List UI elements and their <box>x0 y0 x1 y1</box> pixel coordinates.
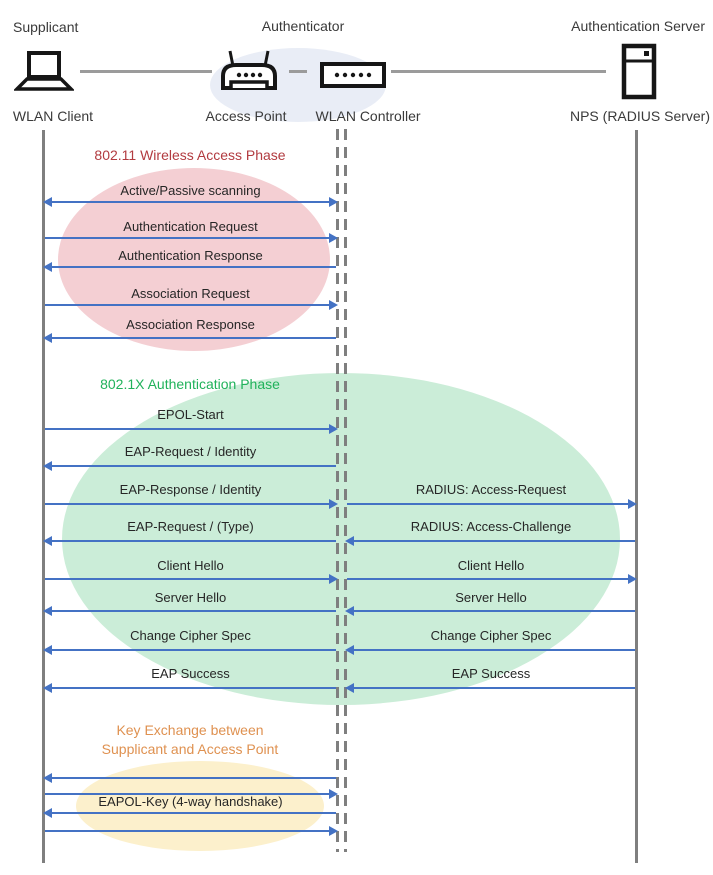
message-arrow <box>45 503 336 505</box>
message-arrow <box>45 649 336 651</box>
message-arrow <box>45 812 336 814</box>
message-arrow <box>347 610 635 612</box>
message-arrow <box>45 304 336 306</box>
server-icon <box>621 43 657 100</box>
message-label: EAP Success <box>151 666 230 681</box>
message-arrow <box>45 687 336 689</box>
message-label: EAP-Response / Identity <box>119 482 262 497</box>
message-label: RADIUS: Access-Request <box>415 482 567 497</box>
message-arrow <box>45 237 336 239</box>
message-label: Client Hello <box>157 558 224 573</box>
message-arrow <box>45 610 336 612</box>
message-label: EAPOL-Key (4-way handshake) <box>98 794 283 809</box>
message-label: Association Request <box>131 286 250 301</box>
role-supplicant: Supplicant <box>13 19 79 35</box>
phase-title-802-11: 802.11 Wireless Access Phase <box>94 147 286 163</box>
message-label: Authentication Response <box>118 248 263 263</box>
message-arrow <box>45 201 336 203</box>
message-arrow <box>347 687 635 689</box>
topology-link-ap-controller <box>289 70 307 73</box>
message-label: EAP Success <box>451 666 531 681</box>
message-arrow <box>45 266 336 268</box>
message-arrow <box>347 578 635 580</box>
message-arrow <box>347 503 635 505</box>
message-arrow <box>347 540 635 542</box>
message-label: Authentication Request <box>123 219 258 234</box>
message-arrow <box>45 428 336 430</box>
message-arrow <box>45 578 336 580</box>
message-label: EAP-Request / (Type) <box>127 519 254 534</box>
message-arrow <box>45 465 336 467</box>
role-authentication-server: Authentication Server <box>571 18 705 34</box>
message-label: EAP-Request / Identity <box>124 444 257 459</box>
message-label: Server Hello <box>455 590 527 605</box>
message-label: Server Hello <box>154 590 227 605</box>
wlan-controller-icon <box>320 62 386 88</box>
message-label: EPOL-Start <box>157 407 224 422</box>
access-point-icon <box>218 50 280 90</box>
message-label: Change Cipher Spec <box>130 628 251 643</box>
phase-title-key-exchange-line2: Supplicant and Access Point <box>101 741 279 757</box>
node-label-access-point: Access Point <box>205 108 287 124</box>
phase-title-key-exchange-line1: Key Exchange between <box>116 722 264 738</box>
message-arrow <box>45 337 336 339</box>
topology-link-client-ap <box>80 70 212 73</box>
phase-802-1x-ellipse <box>62 373 620 705</box>
message-arrow <box>45 830 336 832</box>
message-label: Change Cipher Spec <box>430 628 552 643</box>
message-label: Active/Passive scanning <box>120 183 261 198</box>
node-label-wlan-client: WLAN Client <box>12 108 94 124</box>
message-label: RADIUS: Access-Challenge <box>410 519 572 534</box>
phase-title-key-exchange <box>55 721 325 759</box>
message-arrow <box>347 649 635 651</box>
role-authenticator: Authenticator <box>261 18 345 34</box>
message-label: Association Response <box>126 317 255 332</box>
lifeline-nps-server <box>635 130 638 863</box>
message-label: Client Hello <box>457 558 525 573</box>
phase-title-802-1x: 802.1X Authentication Phase <box>100 376 280 392</box>
message-arrow <box>45 777 336 779</box>
node-label-wlan-controller: WLAN Controller <box>315 108 421 124</box>
topology-link-controller-server <box>391 70 606 73</box>
message-arrow <box>45 540 336 542</box>
laptop-icon <box>14 51 74 92</box>
node-label-nps-radius-server: NPS (RADIUS Server) <box>569 108 711 124</box>
